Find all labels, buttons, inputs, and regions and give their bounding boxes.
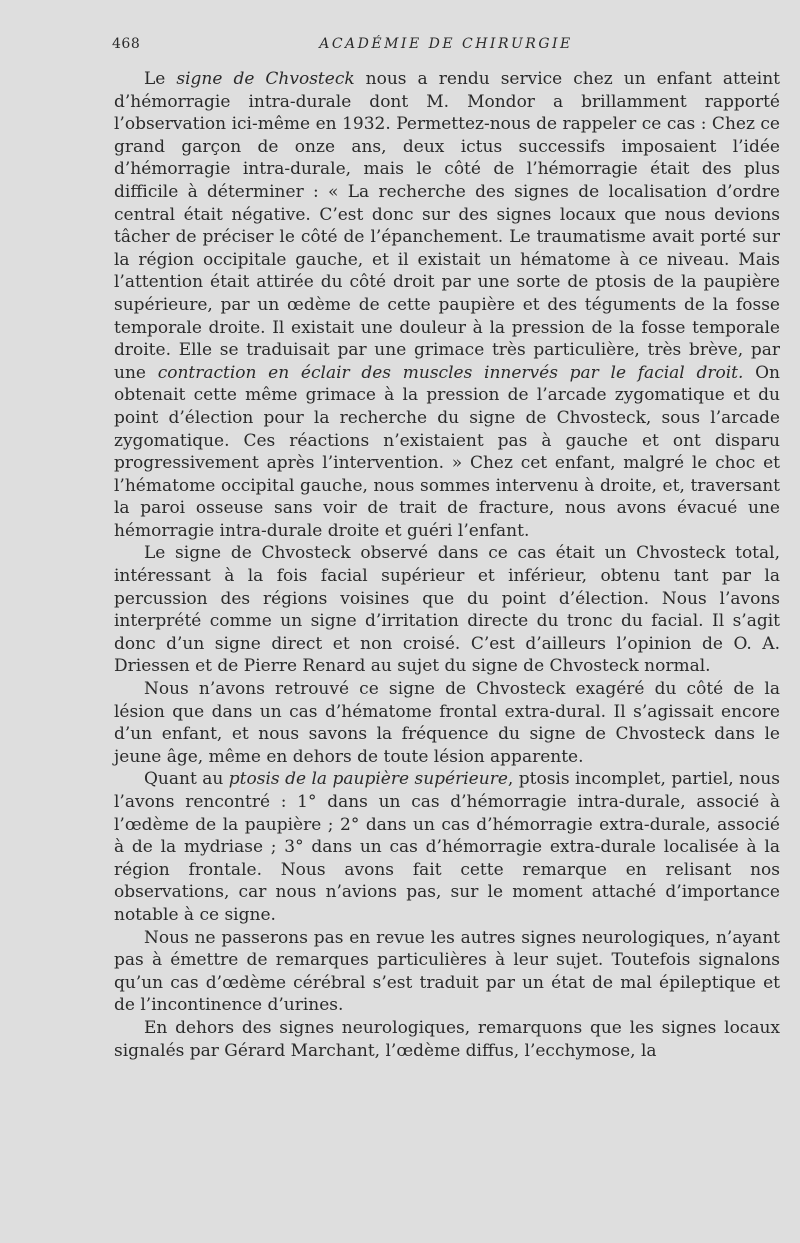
text-run: Quant au xyxy=(144,769,229,790)
paragraph-chvosteck-exagere xyxy=(114,678,780,768)
paragraph-autres-signes xyxy=(114,927,780,1017)
text-run: On obtenait cette même grimace à la pression de l’arcade zygomatique et du point d’élection pour la recherche du signe de Chvosteck, sous l’arcade zygomatique. Ces réactions n’existaient pas à gauche et ont disparu progressivement après l’intervention. » Chez cet enfant, malgré le choc et l’hématome occipital gauche, nous sommes intervenu à droite, et, traversant la paroi osseuse sans voir de trait de fracture, nous avons évacué une hémorragie intra-durale droite et guéri l’enfant. xyxy=(114,362,780,541)
text-run: En dehors des signes neurologiques, remarquons que les signes locaux signalés par Gérard Marchant, l’œdème diffus, l’ecchymose, la xyxy=(114,1017,780,1061)
page-number: 468 xyxy=(112,36,141,52)
text-run: Nous n’avons retrouvé ce signe de Chvosteck exagéré du côté de la lésion que dans un cas d’hématome frontal extra-dural. Il s’agissait encore d’un enfant, et nous savons la fréquence du signe de Chvosteck dans le jeune âge, même en dehors de toute lésion apparente. xyxy=(114,679,780,767)
italic-run: contraction en éclair des muscles innervés par le facial droit. xyxy=(157,362,744,383)
italic-run: signe de Chvosteck xyxy=(176,69,355,89)
italic-run: ptosis de la paupière supérieure xyxy=(228,769,508,790)
text-run: Nous ne passerons pas en revue les autres signes neurologiques, n’ayant pas à émettre de remarques particulières à leur sujet. Toutefois signalons qu’un cas d’œdème cérébral s’est traduit par un état de mal épileptique et de l’incontinence d’urines. xyxy=(114,927,780,1016)
text-run: nous a rendu service chez un enfant atteint d’hémorragie intra-durale dont M. Mondor a brillamment rapporté l’observation ici-même en 1932. Permettez-nous de rappeler ce cas : Chez ce grand garçon de onze ans, deux ictus successifs imposaient l’idée d’hémorragie intra-durale, mais le côté de l’hémorragie était des plus difficile à déterminer : « La recherche des signes de localisation d’ordre central était négative. C’est donc sur des signes locaux que nous devions tâcher de préciser le côté de l’épanchement. Le traumatisme avait porté sur la région occipitale gauche, et il existait un hématome à ce niveau. Mais l’attention était attirée du côté droit par une sorte de ptosis de la paupière supérieure, par un œdème de cette paupière et des téguments de la fosse temporale droite. Il existait une douleur à la pression de la fosse temporale droite. Elle se traduisait par une grimace très particulière, très brève, par une xyxy=(114,69,780,383)
body-text xyxy=(114,68,780,1062)
paragraph-ptosis xyxy=(114,768,780,926)
text-run: Le xyxy=(144,69,177,89)
text-run: , ptosis incomplet, partiel, nous l’avons rencontré : 1° dans un cas d’hémorragie intra-durale, associé à l’œdème de la paupière ; 2° dans un cas d’hémorragie extra-durale, associé à de la mydriase ; 3° dans un cas d’hémorragie extra-durale localisée à la région frontale. Nous avons fait cette remarque en relisant nos observations, car nous n’avions pas, sur le moment attaché d’importance notable à ce signe. xyxy=(114,769,780,925)
paragraph-chvosteck-total xyxy=(114,542,780,678)
running-head: ACADÉMIE DE CHIRURGIE xyxy=(319,36,573,52)
text-run: Le signe de Chvosteck observé dans ce cas était un Chvosteck total, intéressant à la fois facial supérieur et inférieur, obtenu tant par la percussion des régions voisines que du point d’élection. Nous l’avons interprété comme un signe d’irritation directe du tronc du facial. Il s’agit donc d’un signe direct et non croisé. C’est d’ailleurs l’opinion de O. A. Driessen et de Pierre Renard au sujet du signe de Chvosteck normal. xyxy=(114,543,780,677)
page-header xyxy=(112,36,780,60)
paragraph-signes-locaux xyxy=(114,1017,780,1062)
paragraph-chvosteck-case xyxy=(114,68,780,542)
